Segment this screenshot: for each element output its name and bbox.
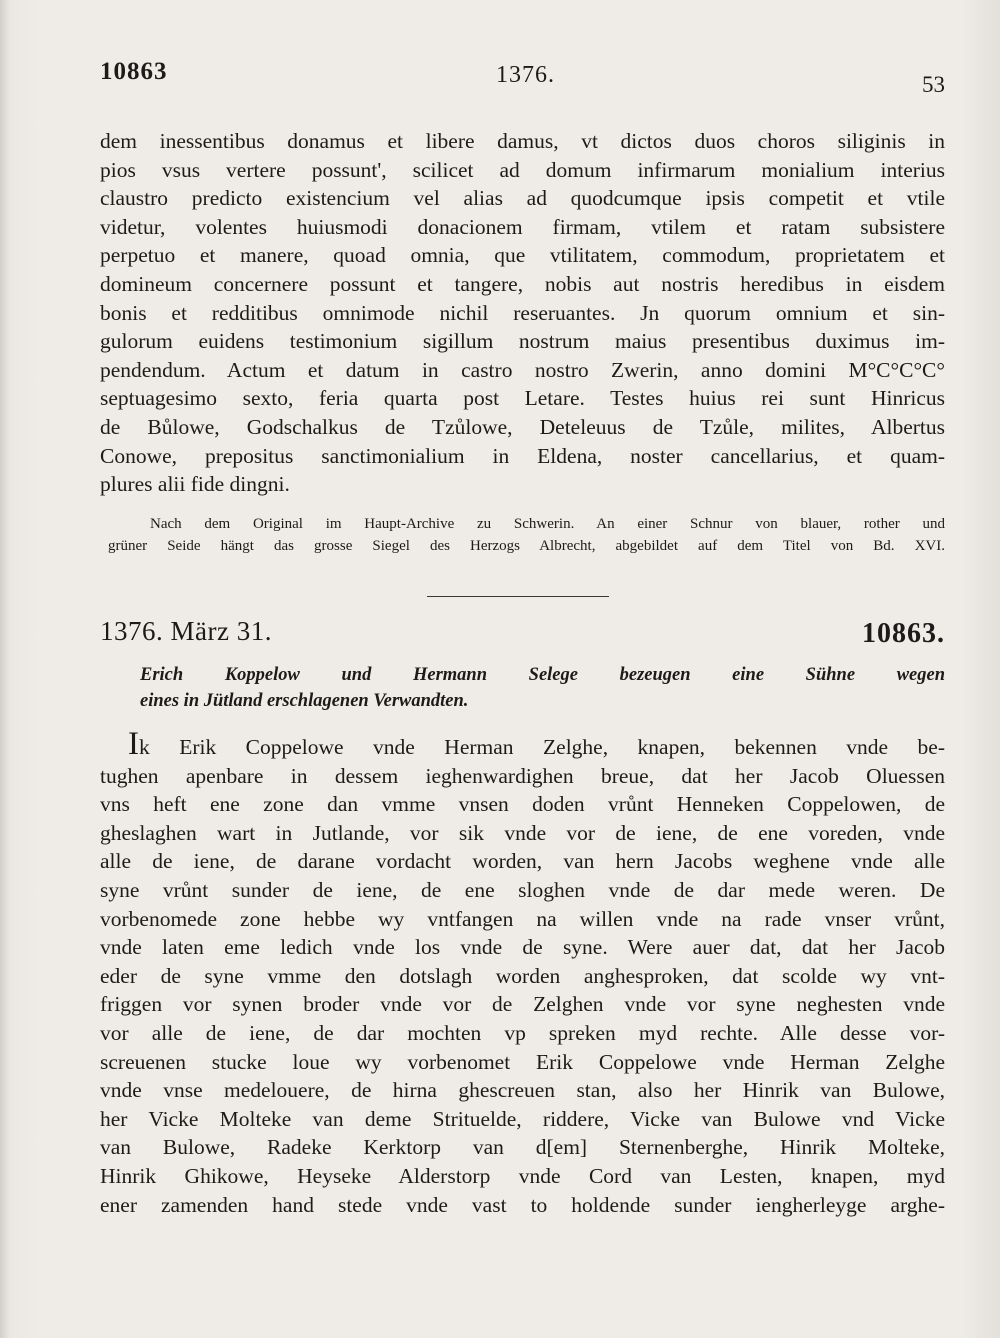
document-summary: [140, 662, 945, 714]
year-header: 1376.: [496, 62, 555, 88]
note-line: grüner Seide hängt das grosse Siegel des Herzogs Albrecht, abgebildet auf dem Titel von Bd. XVI.: [108, 538, 945, 554]
document-heading: [100, 616, 945, 656]
text-line: vns heft ene zone dan vmme vnsen doden vrůnt Henneken Coppelowen, de: [100, 792, 945, 817]
text-line: gulorum euidens testimonium sigillum nostrum maius presentibus duximus im-: [100, 329, 945, 354]
prior-document-text: [100, 127, 945, 499]
text-line: domineum concernere possunt et tangere, nobis aut nostris heredibus in eisdem: [100, 271, 945, 296]
text-line: vor alle de iene, de dar mochten vp spreken myd rechte. Alle desse vor-: [100, 1020, 945, 1045]
document-body: [100, 726, 945, 1219]
text-line: eder de syne vmme den dotslagh worden anghesproken, dat scolde wy vnt-: [100, 963, 945, 988]
summary-line: eines in Jütland erschlagenen Verwandten.: [140, 691, 469, 711]
text-line: vnde laten eme ledich vnde los vnde de syne. Were auer dat, dat her Jacob: [100, 935, 945, 960]
text-line: plures alii fide dingni.: [100, 472, 290, 497]
source-note: [108, 513, 945, 557]
text-line: pios vsus vertere possunt', scilicet ad domum infirmarum monialium interius: [100, 157, 945, 182]
section-divider: [427, 596, 609, 597]
document-date: 1376. März 31.: [100, 616, 272, 646]
text-line: her Vicke Molteke van deme Strituelde, riddere, Vicke van Bulowe vnd Vicke: [100, 1106, 945, 1131]
text-line: septuagesimo sexto, feria quarta post Letare. Testes huius rei sunt Hinricus: [100, 386, 945, 411]
page-header: [100, 58, 945, 98]
text-line: syne vrůnt sunder de iene, de ene sloghen vnde de dar mede weren. De: [100, 877, 945, 902]
text-line: vnde vnse medelouere, de hirna ghescreuen stan, also her Hinrik van Bulowe,: [100, 1078, 945, 1103]
initial-letter: I: [128, 726, 139, 762]
text-line: claustro predicto existencium vel alias ad quodcumque ipsis competit et vtile: [100, 186, 945, 211]
first-line-rest: k Erik Coppelowe vnde Herman Zelghe, knapen, bekennen vnde be-: [139, 735, 945, 759]
text-line: ener zamenden hand stede vnde vast to holdende sunder iengherleyge arghe-: [100, 1192, 945, 1217]
first-text-line: [100, 726, 945, 762]
text-line: van Bulowe, Radeke Kerktorp van d[em] Sternenberghe, Hinrik Molteke,: [100, 1135, 945, 1160]
text-line: de Bůlowe, Godschalkus de Tzůlowe, Deteleuus de Tzůle, milites, Albertus: [100, 414, 945, 439]
text-line: friggen vor synen broder vnde vor de Zelghen vnde vor syne neghesten vnde: [100, 992, 945, 1017]
text-line: videtur, volentes huiusmodi donacionem firmam, vtilem et ratam subsistere: [100, 214, 945, 239]
text-line: perpetuo et manere, quoad omnia, que vtilitatem, commodum, proprietatem et: [100, 243, 945, 268]
text-line: vorbenomede zone hebbe wy vntfangen na willen vnde na rade vnser vrůnt,: [100, 906, 945, 931]
text-line: gheslaghen wart in Jutlande, vor sik vnde vor de iene, de ene voreden, vnde: [100, 820, 945, 845]
document-number-header: 10863: [100, 58, 168, 85]
text-line: pendendum. Actum et datum in castro nostro Zwerin, anno domini M°C°C°C°: [100, 357, 945, 382]
text-line: Conowe, prepositus sanctimonialium in Eldena, noster cancellarius, et quam-: [100, 443, 945, 468]
text-line: dem inessentibus donamus et libere damus, vt dictos duos choros siliginis in: [100, 129, 945, 153]
page-number: 53: [922, 72, 945, 97]
text-line: Hinrik Ghikowe, Heyseke Alderstorp vnde Cord van Lesten, knapen, myd: [100, 1163, 945, 1188]
text-line: screuenen stucke loue wy vorbenomet Erik Coppelowe vnde Herman Zelghe: [100, 1049, 945, 1074]
text-line: tughen apenbare in dessem ieghenwardighen breue, dat her Jacob Oluessen: [100, 763, 945, 788]
note-line: Nach dem Original im Haupt-Archive zu Schwerin. An einer Schnur von blauer, rother und: [150, 516, 945, 532]
summary-line: Erich Koppelow und Hermann Selege bezeugen eine Sühne wegen: [140, 665, 945, 685]
text-line: alle de iene, de darane vordacht worden, van hern Jacobs weghene vnde alle: [100, 849, 945, 874]
document-number: 10863.: [862, 618, 945, 649]
text-line: bonis et redditibus omnimode nichil reseruantes. Jn quorum omnium et sin-: [100, 300, 945, 325]
